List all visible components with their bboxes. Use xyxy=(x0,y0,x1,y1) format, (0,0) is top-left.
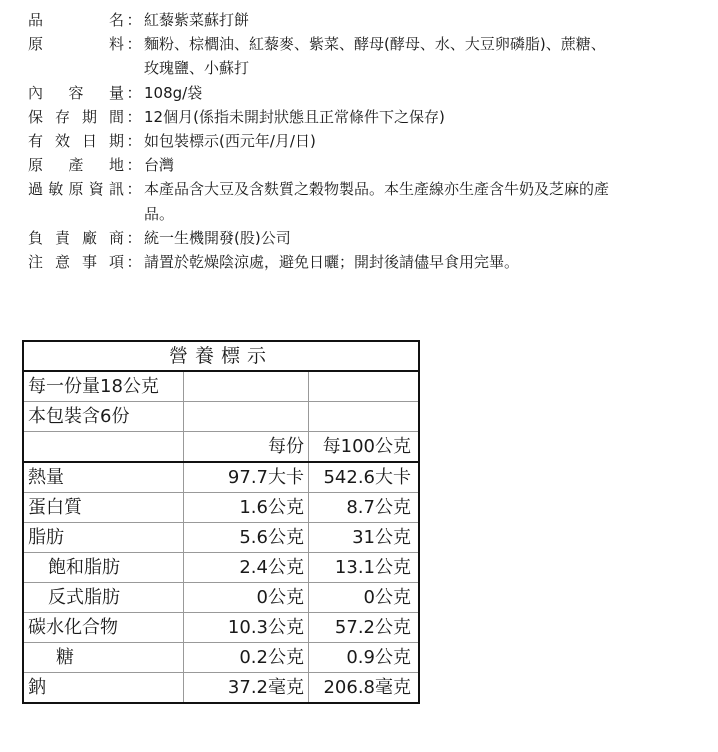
per-serving-value: 0公克 xyxy=(184,583,309,612)
nutrient-name: 蛋白質 xyxy=(24,493,184,522)
info-colon: ： xyxy=(126,253,142,272)
per-100g-value: 8.7公克 xyxy=(346,497,411,518)
nutrient-row-sugar xyxy=(24,643,418,673)
info-label: 過 敏 原 資 訊 xyxy=(28,180,124,199)
info-row-ingredients xyxy=(28,32,619,80)
nutrient-name: 鈉 xyxy=(24,673,184,702)
info-label: 品 名 xyxy=(28,11,124,29)
column-header-row xyxy=(24,432,418,463)
per-100g-value: 542.6大卡 xyxy=(323,467,411,488)
product-info-list xyxy=(28,8,619,274)
per-serving-value: 37.2毫克 xyxy=(184,673,309,702)
empty-cell xyxy=(184,372,309,401)
nutrient-row-energy xyxy=(24,463,418,493)
nutrient-name: 熱量 xyxy=(24,463,184,492)
info-row-allergen xyxy=(28,177,619,225)
info-value: 統一生機開發(股)公司 xyxy=(144,228,291,247)
empty-cell xyxy=(24,432,184,461)
per-serving-value: 2.4公克 xyxy=(184,553,309,582)
per-100g-value: 0公克 xyxy=(363,587,411,608)
nutrient-name: 飽和脂肪 xyxy=(24,553,184,582)
serving-size-row xyxy=(24,372,418,402)
nutrient-row-fat xyxy=(24,523,418,553)
nutrient-name: 反式脂肪 xyxy=(24,583,184,612)
nutrition-facts-table xyxy=(22,340,420,704)
servings-per-package: 本包裝含6份 xyxy=(24,402,184,431)
info-value: 如包裝標示(西元年/月/日) xyxy=(144,132,316,151)
info-row-manufacturer xyxy=(28,226,619,250)
per-100g-value: 31公克 xyxy=(352,527,411,548)
info-label: 有 效 日 期 xyxy=(28,132,124,151)
empty-cell xyxy=(309,372,414,401)
info-colon: ： xyxy=(126,132,142,151)
per-serving-value: 1.6公克 xyxy=(184,493,309,522)
servings-row xyxy=(24,402,418,432)
nutrient-row-protein xyxy=(24,493,418,523)
info-label: 內 容 量 xyxy=(28,83,124,102)
nutrient-name: 糖 xyxy=(24,643,184,672)
info-colon: ： xyxy=(126,107,142,126)
nutrient-row-sodium xyxy=(24,673,418,702)
col-header-per-serving: 每份 xyxy=(184,432,309,461)
per-serving-value: 97.7大卡 xyxy=(184,463,309,492)
nutrient-row-trans-fat xyxy=(24,583,418,613)
info-label: 注 意 事 項 xyxy=(28,253,124,272)
info-row-expiry xyxy=(28,129,619,153)
per-100g-value: 57.2公克 xyxy=(334,617,411,638)
info-colon: ： xyxy=(126,156,142,175)
info-value: 台灣 xyxy=(144,156,175,175)
info-label: 保 存 期 間 xyxy=(28,107,124,126)
serving-size: 每一份量18公克 xyxy=(24,372,184,401)
info-value: 108g/袋 xyxy=(144,83,203,102)
per-serving-value: 5.6公克 xyxy=(184,523,309,552)
nutrient-name: 脂肪 xyxy=(24,523,184,552)
empty-cell xyxy=(184,402,309,431)
nutrient-row-carbohydrate xyxy=(24,613,418,643)
per-serving-value: 10.3公克 xyxy=(184,613,309,642)
info-label: 原 產 地 xyxy=(28,156,124,175)
per-100g-value: 13.1公克 xyxy=(334,557,411,578)
info-colon: ： xyxy=(126,11,142,29)
info-colon: ： xyxy=(126,35,142,54)
info-colon: ： xyxy=(126,228,142,247)
nutrient-name: 碳水化合物 xyxy=(24,613,184,642)
info-value: 本產品含大豆及含麩質之穀物製品。本生產線亦生產含牛奶及芝麻的產品。 xyxy=(144,180,610,223)
info-colon: ： xyxy=(126,180,142,199)
per-100g-value: 206.8毫克 xyxy=(323,677,411,698)
per-serving-value: 0.2公克 xyxy=(184,643,309,672)
info-row-shelf-life xyxy=(28,105,619,129)
info-label: 負 責 廠 商 xyxy=(28,228,124,247)
nutrient-row-saturated-fat xyxy=(24,553,418,583)
info-value: 紅藜紫菜蘇打餅 xyxy=(144,11,250,29)
empty-cell xyxy=(309,402,414,431)
info-value: 12個月(係指未開封狀態且正常條件下之保存) xyxy=(144,107,445,126)
info-row-name xyxy=(28,8,619,32)
nutrition-title: 營養標示 xyxy=(24,342,418,372)
info-value: 請置於乾燥陰涼處，避免日曬；開封後請儘早食用完畢。 xyxy=(144,253,520,272)
info-label: 原 料 xyxy=(28,35,124,54)
info-colon: ： xyxy=(126,83,142,102)
info-row-origin xyxy=(28,153,619,177)
info-row-net-content xyxy=(28,81,619,105)
per-100g-value: 0.9公克 xyxy=(346,647,411,668)
info-row-notes xyxy=(28,250,619,274)
info-value: 麵粉、棕櫚油、紅藜麥、紫菜、酵母(酵母、水、大豆卵磷脂)、蔗糖、玫瑰鹽、小蘇打 xyxy=(144,35,606,78)
col-header-per-100g: 每100公克 xyxy=(322,436,411,457)
